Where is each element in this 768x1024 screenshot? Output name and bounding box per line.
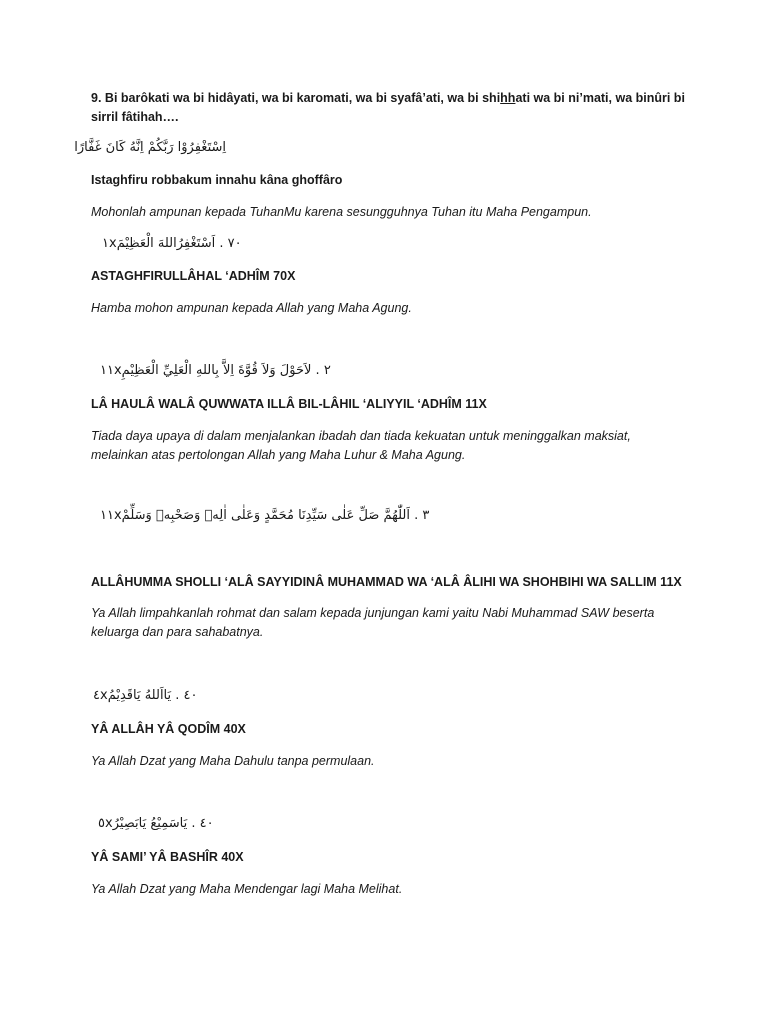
item3-arabic: ١١x٣ . اَللّٰهُمَّ صَلِّ عَلٰى سَيِّدِنَا مُحَمَّدٍ وَعَلٰى اٰلِهٖ وَصَحْبِهٖ وَسَلِّمْ <box>100 508 430 523</box>
item1-meaning: Hamba mohon ampunan kepada Allah yang Maha Agung. <box>91 301 412 315</box>
item3-meaning-line1: Ya Allah limpahkanlah rohmat dan salam kepada junjungan kami yaitu Nabi Muhammad SAW beserta <box>91 606 655 620</box>
item3-latin: ALLÂHUMMA SHOLLI ‘ALÂ SAYYIDINÂ MUHAMMAD WA ‘ALÂ ÂLIHI WA SHOHBIHI WA SALLIM 11X <box>91 575 682 589</box>
intro-latin: Istaghfiru robbakum innahu kâna ghoffâro <box>91 173 343 187</box>
intro-number: 9. <box>91 91 102 105</box>
item4-arabic: ٤x٤٠ . يَااَللهُ يَاقَدِيْمُ <box>93 688 198 703</box>
intro-paragraph <box>91 89 691 127</box>
item2-arabic: ١١x٢ . لاَحَوْلَ وَلاَ قُوَّةَ اِلاَّ بِاللهِ الْعَلِيِّ الْعَظِيْمِ <box>100 363 331 378</box>
item1-arabic: ١x٧٠ . اَسْتَغْفِرُاللهَ الْعَظِيْمَ <box>102 236 242 251</box>
intro-text-post: ati wa bi ni’mati, wa binûri bi sirril fâtihah…. <box>91 91 685 124</box>
item2-latin: LÂ HAULÂ WALÂ QUWWATA ILLÂ BIL-LÂHIL ‘ALIYYIL ‘ADHÎM 11X <box>91 397 487 411</box>
intro-arabic: اِسْتَغْفِرُوْا رَبَّكُمْ اِنَّهُ كَانَ غَفَّارًا <box>74 140 226 155</box>
intro-meaning: Mohonlah ampunan kepada TuhanMu karena sesungguhnya Tuhan itu Maha Pengampun. <box>91 205 592 219</box>
item4-meaning: Ya Allah Dzat yang Maha Dahulu tanpa permulaan. <box>91 754 375 768</box>
item5-arabic: ٥x٤٠ . يَاسَمِيْعُ يَابَصِيْرُ <box>98 816 214 831</box>
item4-latin: YÂ ALLÂH YÂ QODÎM 40X <box>91 722 246 736</box>
item1-latin: ASTAGHFIRULLÂHAL ‘ADHÎM 70X <box>91 269 296 283</box>
item3-meaning-line2: keluarga dan para sahabatnya. <box>91 625 264 639</box>
item2-meaning-line2: melainkan atas pertolongan Allah yang Maha Luhur & Maha Agung. <box>91 448 466 462</box>
item5-meaning: Ya Allah Dzat yang Maha Mendengar lagi Maha Melihat. <box>91 882 403 896</box>
intro-text-underlined: hh <box>500 91 516 105</box>
intro-text-pre: Bi barôkati wa bi hidâyati, wa bi karomati, wa bi syafâ’ati, wa bi shi <box>101 91 501 105</box>
item5-latin: YÂ SAMI’ YÂ BASHÎR 40X <box>91 850 244 864</box>
item2-meaning-line1: Tiada daya upaya di dalam menjalankan ibadah dan tiada kekuatan untuk meninggalkan maksiat, <box>91 429 631 443</box>
